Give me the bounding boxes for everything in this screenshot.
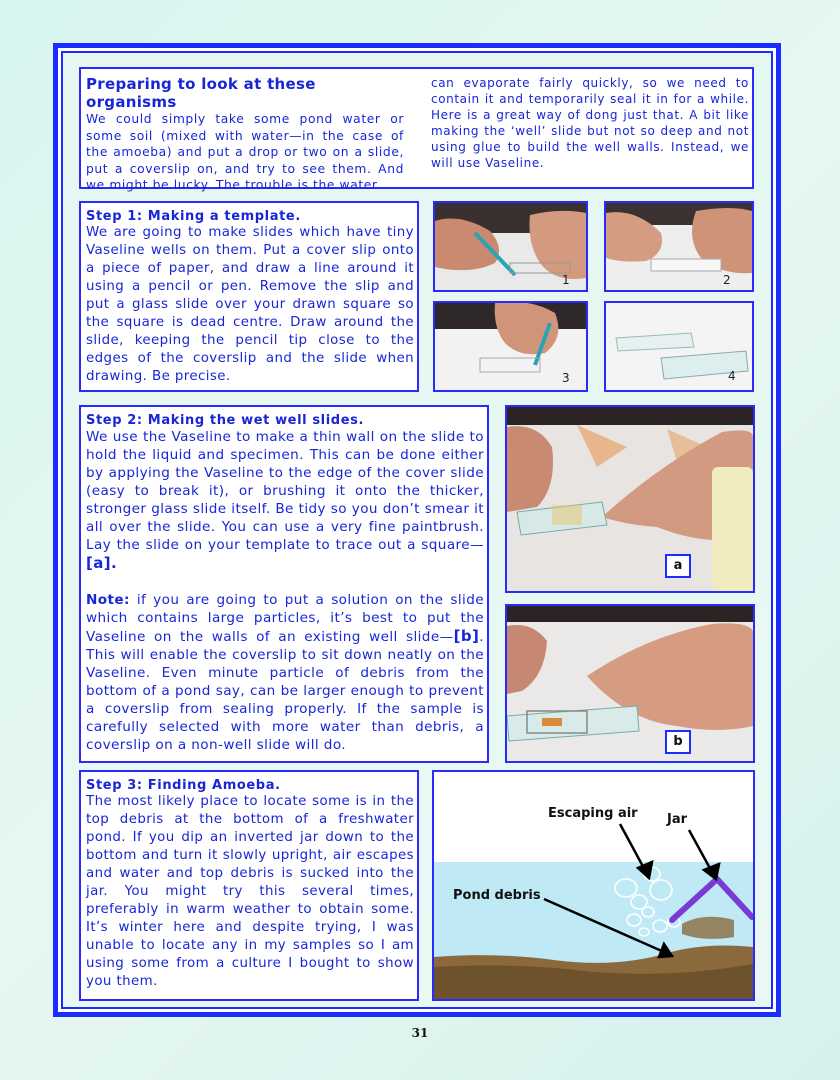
step1-text: We are going to make slides which have tiny Vaseline wells on them. Put a cover slip onto a piece of paper, and draw a line around it using a pencil or pen. Remove the slip and put a glass slide over your drawn square so the square is dead centre. Draw around the slide, keeping the pencil tip close to the edges of the coverslip and the slide when drawing. Be precise. — [86, 225, 414, 384]
label-pond-debris: Pond debris — [453, 888, 541, 903]
intro-box — [79, 67, 754, 193]
photo-number-2: 2 — [723, 273, 731, 287]
step1-photo-2 — [604, 201, 754, 292]
intro-title: Preparing to look at these organisms — [86, 75, 316, 111]
intro-right-text: can evaporate fairly quickly, so we need to contain it and temporarily seal it in for a while. Here is a great way of dong just that. A bit like making the ‘well’ slide but not so deep and not using glue to build the well walls. Instead, we will use Vaseline. — [431, 76, 749, 170]
step3-diagram — [432, 770, 755, 1001]
step2-ref-b: [b] — [453, 627, 480, 645]
photo-label-b: b — [665, 730, 691, 754]
photo-number-3: 3 — [562, 371, 570, 385]
step2-ref-a: [a]. — [86, 554, 118, 572]
intro-left-column — [86, 75, 404, 194]
photo-label-a: a — [665, 554, 691, 578]
photo-number-4: 4 — [728, 369, 736, 383]
step2-photo-a — [505, 405, 755, 593]
step3-heading: Step 3: Finding Amoeba. — [86, 778, 281, 793]
step2-text-main: We use the Vaseline to make a thin wall on the slide to hold the liquid and specimen. This can be done either by applying the Vaseline to the edge of the cover slide (easy to break it), or brushing it onto the thicker, stronger glass slide itself. Be tidy so you don’t smear it all over the slide. You can use a very fine paintbrush. Lay the slide on your template to trace out a square— — [86, 429, 484, 553]
step2-photo-b — [505, 604, 755, 763]
step2-note — [86, 591, 484, 754]
photo-well-slide — [507, 606, 753, 761]
step2-note-text2: . This will enable the coverslip to sit down neatly on the Vaseline. Even minute particle of debris from the bottom of a pond say, can be larger enough to prevent a coverslip from sealing properly. If the sample is carefully selected with more water than debris, a coverslip on a non-well slide will do. — [86, 629, 484, 753]
photo-number-1: 1 — [562, 273, 570, 287]
step2-box — [79, 405, 489, 763]
label-jar: Jar — [667, 812, 688, 827]
step1-photo-4 — [604, 301, 754, 392]
page-number: 31 — [411, 1026, 429, 1040]
step2-heading: Step 2: Making the wet well slides. — [86, 413, 364, 428]
step1-box — [79, 201, 419, 392]
step3-box — [79, 770, 419, 1001]
photo-brushing-vaseline — [507, 407, 753, 591]
step1-heading: Step 1: Making a template. — [86, 209, 301, 224]
step2-note-label: Note: — [86, 592, 130, 608]
step1-photo-3 — [433, 301, 588, 392]
label-escaping-air: Escaping air — [548, 806, 638, 821]
step2-note-text: if you are going to put a solution on the slide which contains large particles, it’s best to put the Vaseline on the walls of an existing well slide— — [86, 592, 484, 645]
step3-text: The most likely place to locate some is in the top debris at the bottom of a freshwater pond. If you dip an inverted jar down to the bottom and turn it slowly upright, air escapes and water and top debris is sucked into the jar. You might try this several times, preferably in warm weather to obtain some. It’s winter here and despite trying, I was unable to locate any in my samples so I am using some from a culture I bought to show you them. — [86, 794, 414, 989]
intro-left-text: We could simply take some pond water or some soil (mixed with water—in the case of the amoeba) and put a drop or two on a slide, put a coverslip on, and try to see them. And we might be lucky. The trouble is the water — [86, 112, 404, 193]
step1-photo-1 — [433, 201, 588, 292]
step2-paragraph — [86, 428, 484, 573]
